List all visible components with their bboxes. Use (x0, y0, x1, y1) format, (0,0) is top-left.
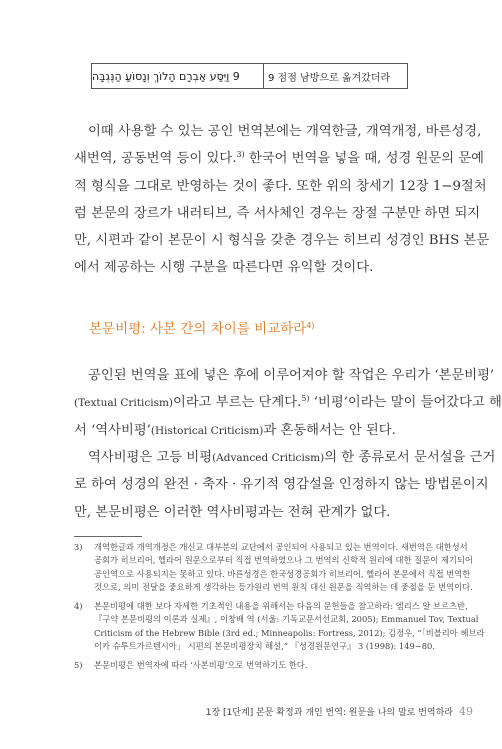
p1-line-6: 에서 제공하는 시행 구분을 따른다면 유익할 것이다. (74, 260, 374, 276)
footnote-line: 개역한글과 개역개정은 개신교 대부분의 교단에서 공인되어 사용되고 있는 번역이다. 새번역은 대한성서 (94, 542, 468, 552)
paragraph-2 (74, 362, 502, 444)
running-footer: 1장 [1단계] 본문 확정과 개인 번역: 원문을 나의 말로 번역하라 (205, 708, 453, 718)
p1-line-1: 이때 사용할 수 있는 공인 번역본에는 개역한글, 개역개정, 바른성경, (88, 124, 482, 139)
footnote-line: 본문비평에 대한 보다 자세한 기초적인 내용을 위해서는 다음의 문헌들을 참고하라: 엠리스 알 브르츠반, (94, 601, 468, 612)
footnote-ref-4[interactable]: 4) (306, 321, 315, 330)
hebrew-verse: 9 וַיִּסַּע אַבְרָם הָלוֹךְ וְנָסוֹעַ הַנֶּגְבָּה (92, 64, 264, 88)
footnote-divider (74, 536, 142, 537)
footnote-number: 3) (74, 542, 83, 552)
verse-table (91, 63, 408, 89)
footnote-3 (74, 541, 473, 594)
p1-line-4: 럼 본문의 장르가 내러티브, 즉 서사체인 경우는 장절 구분만 하면 되지 (74, 205, 481, 221)
footnote-number: 4) (74, 601, 83, 612)
footnote-line: 본문비평은 번역자에 따라 ‘사본비평’으로 번역하기도 한다. (94, 660, 308, 671)
page-number: 49 (459, 705, 473, 718)
section-title: 본문비평: 사본 간의 차이를 비교하라$^{4)}$ (89, 321, 315, 337)
p1-line-3: 적 형식을 그대로 반영하는 것이 좋다. 또한 위의 창세기 12장 1−9절처 (74, 178, 487, 194)
p3-line-2: 로 하여 성경의 완전 · 축자 · 유기적 영감설을 인정하지 않는 방법론이지 (74, 477, 489, 493)
footnote-ref-3[interactable]: 3) (236, 150, 245, 160)
footnote-line: 이카 슈투트가르텐시아」 시편의 본문비평장치 해설,” 『성경원문연구』 3 (1998): 149−80. (94, 641, 435, 652)
p1-line-2: 새번역, 공동번역 등이 있다.$^{3)}$ 한국어 번역을 넣을 때, 성경 원문의 문예 (74, 150, 484, 167)
footnote-line: Criticism of the Hebrew Bible (3rd ed.; Minneapolis: Fortress, 2012); 김정우, “「비블리아 헤브라 (94, 627, 485, 638)
footnote-line: 공회가 히브리어, 헬라어 원문으로부터 직접 번역하였으나 그 번역의 신학적 원리에 대한 질문이 제기되어 (94, 555, 473, 566)
p3-line-1: 역사비평은 고등 비평(Advanced Criticism)의 한 종류로서 문서설을 근거 (88, 450, 496, 465)
page-footer (0, 705, 473, 718)
korean-verse: 9 점점 남방으로 옮겨갔더라 (268, 72, 391, 84)
footnote-ref-5[interactable]: 5) (301, 394, 310, 404)
p2-line-1: 공인된 번역을 표에 넣은 후에 이루어져야 할 작업은 우리가 ‘본문비평’ (88, 368, 495, 383)
footnote-number: 5) (74, 660, 83, 671)
footnote-5 (74, 659, 436, 672)
footnote-line: 『구약 본문비평의 이론과 실제』, 이창배 역 (서울: 기독교문서선교회, 2005); Emmanuel Tov, Textual (94, 614, 479, 625)
p1-line-5: 만, 시편과 같이 본문이 시 형식을 갖춘 경우는 히브리 성경인 BHS 본문 (74, 233, 490, 249)
footnotes (74, 541, 485, 673)
footnote-line: 것으로, 의미 전달을 중요하게 생각하는 등가원리 번역 원칙 대신 원문을 직역하는 데 중점을 둔 번역이다. (94, 581, 473, 592)
p2-line-2: (Textual Criticism)이라고 부르는 단계다.$^{5)}$ ‘비평’이라는 말이 들어갔다고 해 (74, 394, 502, 411)
footnote-4 (74, 600, 485, 653)
footnote-line: 공인역으로 사용되지는 못하고 있다. 바른성경은 한국성경공회가 히브리어, 헬라어 본문에서 직접 번역한 (94, 568, 471, 579)
paragraph-1 (74, 118, 490, 282)
p3-line-3: 만, 본문비평은 이러한 역사비평과는 전혀 관계가 없다. (74, 504, 391, 520)
p2-line-3: 서 ‘역사비평’(Historical Criticism)과 혼동해서는 안 된다. (74, 422, 396, 438)
paragraph-3 (74, 444, 496, 526)
